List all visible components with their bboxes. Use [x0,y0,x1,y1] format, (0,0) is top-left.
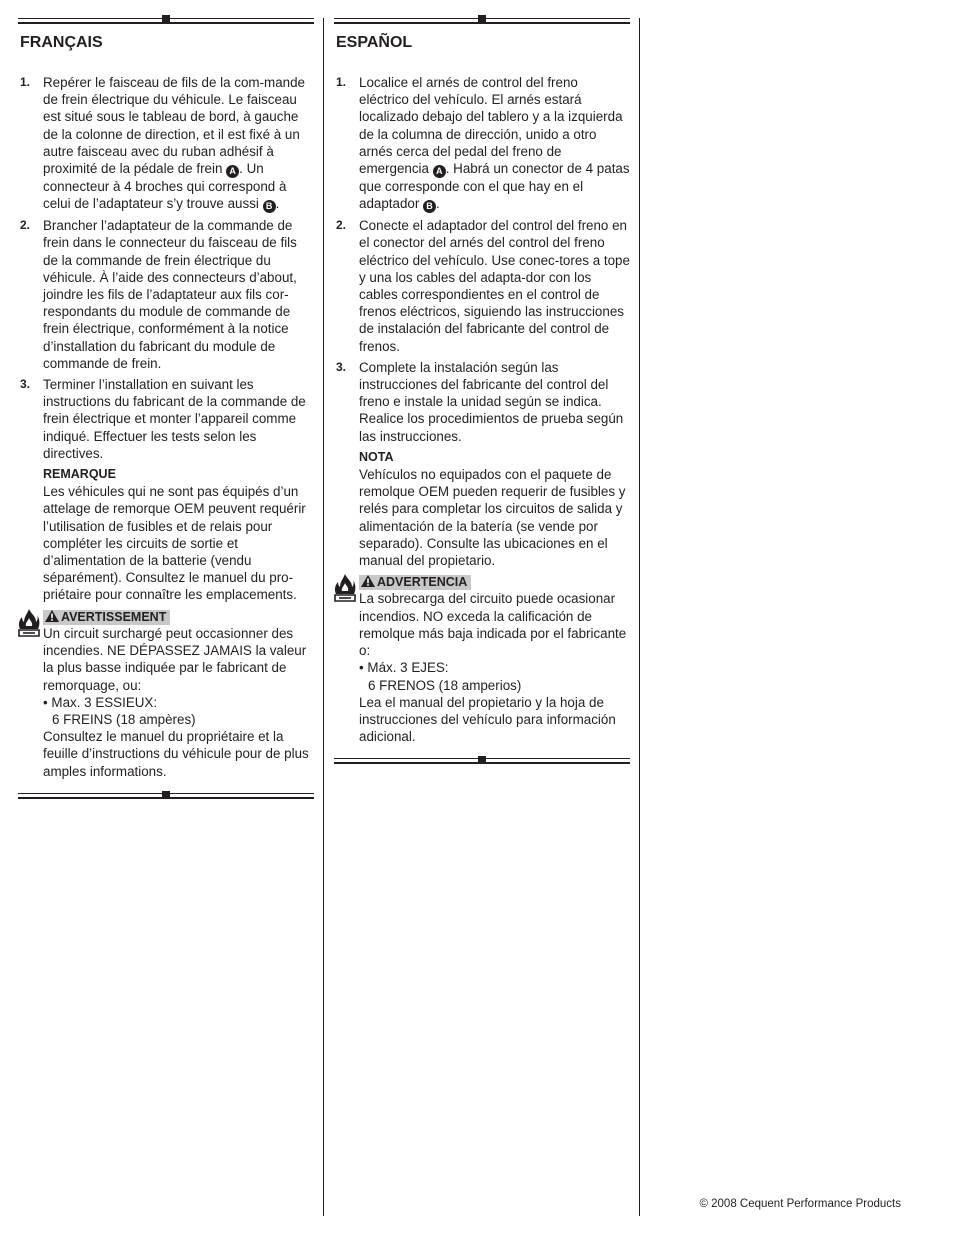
callout-a-icon: A [433,165,446,178]
step-number: 1. [336,75,347,89]
step-2 [18,217,314,372]
note-label: REMARQUE [43,467,116,482]
note-block [18,466,314,604]
step-number: 1. [20,75,31,89]
callout-b-icon: B [423,200,436,213]
warning-bullet-detail: 6 FRENOS (18 amperios) [368,677,522,693]
step-number: 2. [20,218,31,233]
note-text: Vehículos no equipados con el paquete de remolque OEM pueden requerir de fusibles y relés para completar los circuitos de salida y alimentación de la batería (se vende por separado). Consulte las ubicaciones en el manual del propietario. [359,467,626,569]
warning-label: ADVERTENCIA [359,575,471,590]
column-divider [639,18,640,1216]
callout-a-icon: A [226,165,239,178]
warning-text: Un circuit surchargé peut occasionner des incendies. NE DÉPASSEZ JAMAIS la valeur la plus basse indiquée par le fabricant de remorquage, ou: [43,625,307,693]
step-3 [334,359,630,445]
bottom-rule [18,793,314,799]
step-text: Terminer l’installation en suivant les instructions du fabricant de la commande de frein électrique et monter l’appareil comme indiqué. Effectuer les tests selon les directives. [43,377,306,461]
warning-bullet: • Max. 3 ESSIEUX: [43,694,158,710]
note-text: Les véhicules qui ne sont pas équipés d’un attelage de remorque OEM peuvent requérir l’utilisation de fusibles et de relais pour compléter les circuits de sortie et d’alimentation de la batterie (vendu séparément). Consultez le manuel du pro-priétaire pour connaître les emplacements. [43,484,306,603]
step-text: Complete la instalación según las instrucciones del fabricante del control del freno e instale la unidad según se indica. Realice los procedimientos de prueba según las instrucciones. [359,359,624,444]
step-text: Brancher l’adaptateur de la commande de frein dans le connecteur du faisceau de fils de la commande de frein électrique du véhicule. À l’aide des connecteurs d’about, joindre les fils de l’adaptateur aux fils cor-respondants du module de commande de frein électrique, conformément à la notice d’installation du fabricant du module de commande de frein. [43,218,297,371]
step-1: 1. Localice el arnés de control del freno eléctrico del vehículo. El arnés estará localizado debajo del tablero y a la izquierda de la columna de dirección, unido a otro arnés cerca del pedal del freno de emergencia A . Habrá un conector de 4 patas que corresponde con el que hay en el adaptador B . [336,75,630,212]
step-3 [18,376,314,462]
step-text: Conecte el adaptador del control del freno en el conector del arnés del control del freno eléctrico del vehículo. Use conec-tores a tope y una los cables del adapta-dor con los cables correspondientes en el control de frenos eléctricos, siguiendo las instrucciones de instalación del fabricante del control de frenos. [359,218,630,354]
warning-footer-text: Lea el manual del propietario y la hoja de instrucciones del vehículo para información adicional. [359,694,616,745]
flame-icon [334,573,356,603]
warning-bullet-detail: 6 FREINS (18 ampères) [52,711,196,727]
note-block [334,449,630,569]
warning-triangle-icon [361,575,375,587]
flame-icon [18,608,40,638]
warning-triangle-icon [45,610,59,622]
section-title: FRANÇAIS [20,34,103,51]
step-2 [334,217,630,355]
bottom-rule [334,758,630,764]
callout-b-icon: B [263,200,276,213]
warning-block [334,573,630,745]
section-title: ESPAÑOL [336,34,413,51]
note-label: NOTA [359,449,394,464]
warning-text: La sobrecarga del circuito puede ocasionar incendios. NO exceda la calificación de remolque más baja indicada por el fabricante o: [359,591,627,659]
warning-block [18,608,314,780]
warning-bullet: • Máx. 3 EJES: [359,660,449,676]
spanish-section [334,18,630,764]
step-number: 2. [336,218,347,233]
french-section [18,18,314,799]
top-rule [18,18,314,24]
column-divider [323,18,324,1216]
top-rule [334,18,630,24]
copyright-footer: © 2008 Cequent Performance Products [699,1198,901,1210]
step-number: 3. [20,377,31,392]
warning-footer-text: Consultez le manuel du propriétaire et la feuille d’instructions du véhicule pour de plus amples informations. [43,729,309,779]
step-1: 1. Repérer le faisceau de fils de la com-mande de frein électrique du véhicule. Le faisceau est situé sous le tableau de bord, à gauche de la colonne de direction, et il est fixé à un autre faisceau avec du ruban adhésif à proximité de la pédale de frein A . Un connecteur à 4 broches qui correspond à celui de l’adaptateur s’y trouve aussi B . [20,75,305,212]
step-number: 3. [336,359,347,374]
warning-label: AVERTISSEMENT [43,610,170,625]
